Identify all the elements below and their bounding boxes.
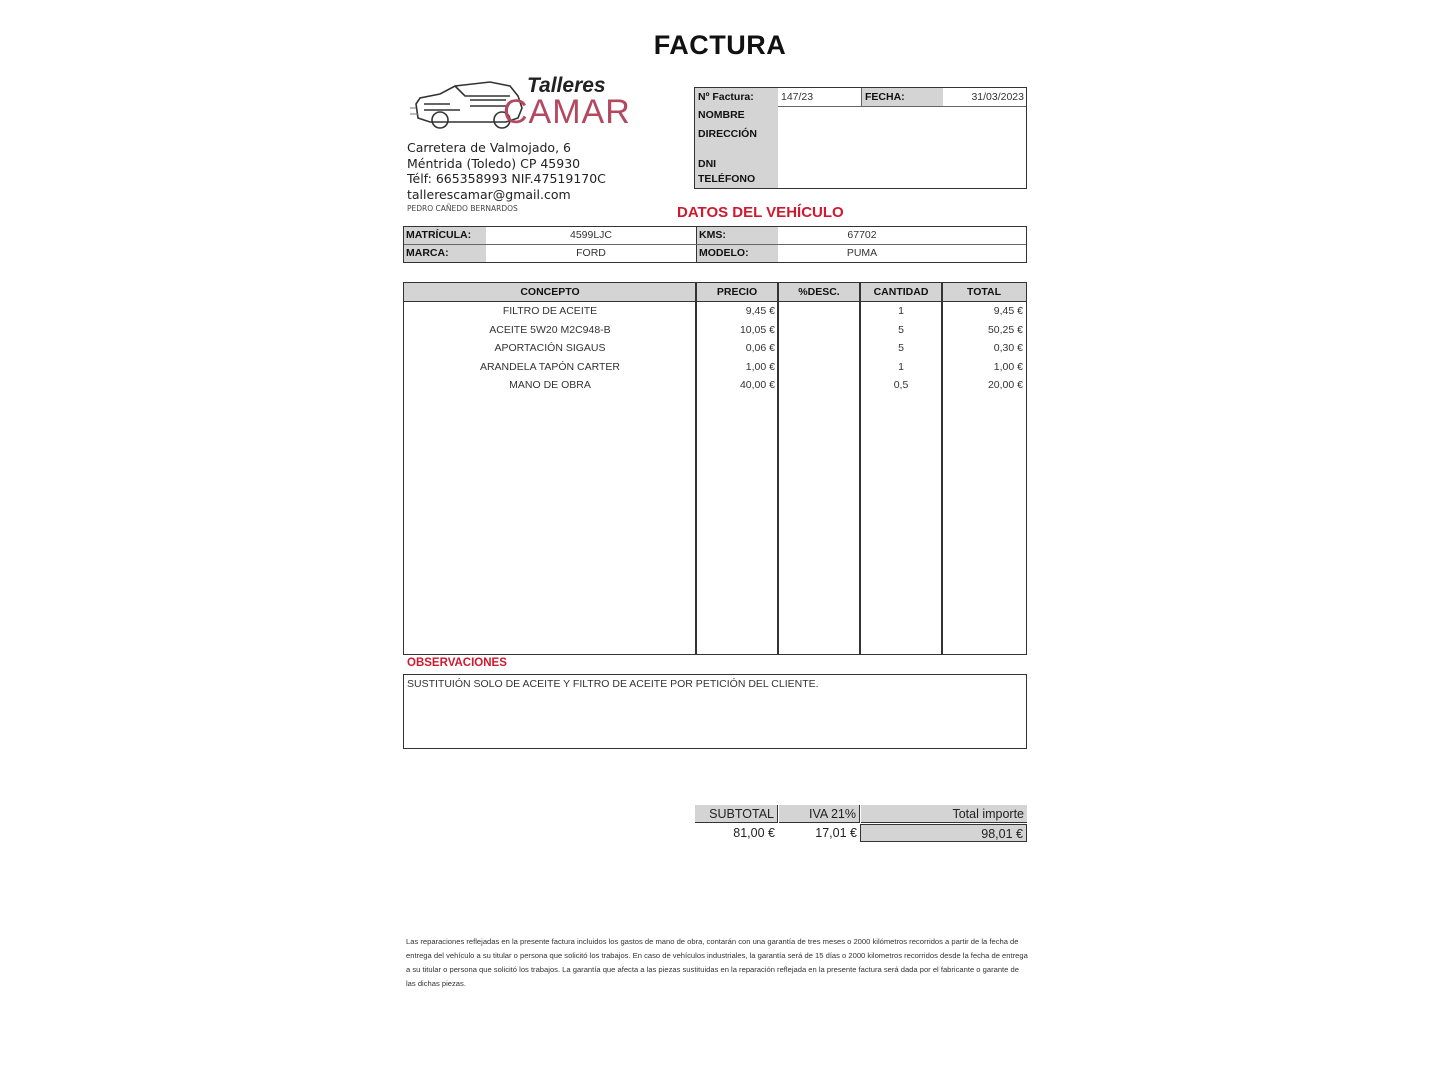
company-info: [407, 140, 606, 216]
document-title: FACTURA: [653, 30, 787, 60]
item-quantity: 1: [898, 305, 904, 317]
vehicle-box: [403, 226, 1027, 263]
invoice-number: 147/23: [781, 91, 814, 103]
client-address-label: DIRECCIÓN: [698, 128, 757, 140]
company-email: tallerescamar@gmail.com: [407, 186, 571, 202]
total-label: Total importe: [861, 805, 1027, 823]
iva-label: IVA 21%: [779, 805, 860, 823]
item-total: 50,25 €: [987, 323, 1023, 336]
header-quantity: CANTIDAD: [873, 286, 929, 298]
kms-label: KMS:: [696, 227, 778, 244]
plate-value: 4599LJC: [569, 229, 613, 241]
items-table: [403, 282, 1027, 655]
item-concept: APORTACIÓN SIGAUS: [494, 342, 606, 354]
brand-value: FORD: [576, 247, 606, 259]
legal-note: Las reparaciones reflejadas en la presente factura incluidos los gastos de mano de obra, contarán con una garantía de tres meses o 2000 kilómetros recorridos a partir de la fecha de entrega del vehículo a su titular o persona que solicitó los trabajos. En caso de vehículos industriales, la garantía será de 15 días o 2000 kilometros recorridos desde la fecha de entrega a su titular o persona que solicitó los trabajos. La garantía que afecta a las piezas sustituidas en la reparación reflejada en la presente factura será dada por el fabricante o garante de las dichas piezas.: [406, 937, 1028, 988]
invoice-date: 31/03/2023: [971, 91, 1024, 103]
item-quantity: 5: [898, 342, 904, 354]
subtotal-value: 81,00 €: [733, 826, 775, 840]
company-address-line2: Méntrida (Toledo) CP 45930: [407, 155, 581, 171]
header-concept: CONCEPTO: [520, 286, 580, 298]
header-price: PRECIO: [716, 286, 758, 298]
subtotal-label: SUBTOTAL: [695, 805, 778, 823]
item-total: 9,45 €: [993, 305, 1023, 317]
item-quantity: 1: [898, 360, 904, 373]
item-concept: MANO DE OBRA: [509, 379, 591, 391]
model-value: PUMA: [846, 247, 878, 259]
vehicle-section-title: DATOS DEL VEHÍCULO: [677, 204, 844, 221]
item-price: 0,06 €: [745, 342, 775, 354]
plate-label: MATRÍCULA:: [404, 227, 486, 244]
kms-value: 67702: [847, 229, 877, 241]
item-total: 1,00 €: [993, 360, 1023, 373]
items-header: [404, 283, 1026, 302]
client-labels: [695, 106, 778, 188]
header-discount: %DESC.: [798, 286, 840, 298]
client-name-label: NOMBRE: [698, 109, 745, 121]
observations-text: SUSTITUIÓN SOLO DE ACEITE Y FILTRO DE ACEITE POR PETICIÓN DEL CLIENTE.: [403, 674, 1027, 749]
company-address-line1: Carretera de Valmojado, 6: [407, 140, 571, 155]
item-quantity: 0,5: [893, 379, 909, 391]
client-box: [694, 87, 1027, 189]
client-dni-label: DNI: [698, 158, 717, 170]
item-quantity: 5: [898, 323, 904, 336]
item-total: 0,30 €: [993, 342, 1023, 354]
logo-text-camar: CAMAR: [503, 93, 631, 131]
model-label: MODELO:: [696, 245, 778, 262]
item-price: 9,45 €: [745, 305, 775, 317]
item-price: 10,05 €: [739, 323, 775, 336]
item-price: 1,00 €: [745, 360, 775, 373]
item-concept: FILTRO DE ACEITE: [502, 305, 598, 317]
observations-label: OBSERVACIONES: [407, 657, 507, 669]
item-price: 40,00 €: [739, 379, 775, 391]
client-phone-label: TELÉFONO: [698, 173, 756, 185]
company-phone-nif: Télf: 665358993 NIF.47519170C: [407, 171, 606, 186]
header-total: TOTAL: [966, 286, 1002, 298]
invoice-number-row: [695, 88, 1026, 107]
item-concept: ARANDELA TAPÓN CARTER: [479, 360, 621, 373]
total-value: 98,01 €: [860, 824, 1027, 842]
brand-label: MARCA:: [404, 245, 486, 262]
item-total: 20,00 €: [987, 379, 1023, 391]
invoice-date-label: FECHA:: [861, 88, 943, 106]
logo-text-talleres: Talleres: [527, 74, 606, 97]
company-owner: PEDRO CAÑEDO BERNARDOS: [407, 204, 518, 213]
invoice-number-label: Nº Factura:: [695, 88, 778, 106]
iva-value: 17,01 €: [815, 826, 857, 840]
item-concept: ACEITE 5W20 M2C948-B: [489, 323, 611, 336]
